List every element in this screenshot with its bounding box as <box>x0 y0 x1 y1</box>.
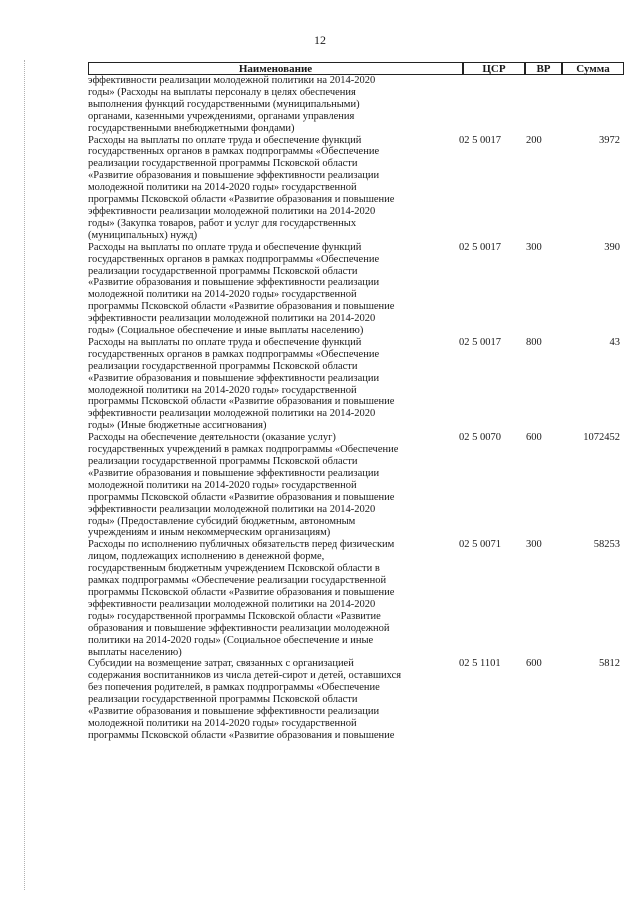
header-name: Наименование <box>88 62 463 75</box>
row-sum: 390 <box>604 241 620 253</box>
table-row <box>88 135 624 242</box>
header-vr: ВР <box>525 62 562 75</box>
row-sum: 5812 <box>599 658 620 670</box>
row-name: Расходы на обеспечение деятельности (оказание услуг) государственных учреждений в рамках подпрограммы «Обеспечение реализации государственной программы Псковской области «Развитие образования и повышение эффективности реализации молодежной политики на 2014-2020 годы» государственной программы Псковской области «Развитие образования и повышение эффективности реализации молодежной политики на 2014-2020 годы» (Предоставление субсидий бюджетным, автономным учреждениям и иным некоммерческим организациям) <box>88 432 399 539</box>
row-sum: 43 <box>609 336 620 348</box>
page-number: 12 <box>314 33 326 47</box>
table-row <box>88 658 624 741</box>
row-name: Расходы по исполнению публичных обязательств перед физическим лицом, подлежащих исполнению в денежной форме, государственным бюджетным учреждением Псковской области в рамках подпрограммы «Обеспечение реализации государственной программы Псковской области «Развитие образования и повышение эффективности реализации молодежной политики на 2014-2020 годы» государственной программы Псковской области «Развитие образования и повышение эффективности реализации молодежной политики на 2014-2020 годы» (Социальное обеспечение и иные выплаты населению) <box>88 539 395 658</box>
row-sum: 1072452 <box>583 432 620 444</box>
row-vr: 600 <box>526 658 542 670</box>
table-row <box>88 337 624 432</box>
row-vr: 200 <box>526 134 542 146</box>
table-row <box>88 539 624 658</box>
row-csr: 02 5 0017 <box>459 241 501 253</box>
table-body <box>88 75 624 742</box>
row-name: Субсидии на возмещение затрат, связанных с организацией содержания воспитанников из числа детей-сирот и детей, оставшихся без попечения родителей, в рамках подпрограммы «Обеспечение реализации государственной программы Псковской области «Развитие образования и повышение эффективности реализации молодежной политики на 2014-2020 годы» государственной программы Псковской области «Развитие образования и повышение <box>88 658 402 741</box>
left-margin-line <box>24 60 25 890</box>
row-sum: 3972 <box>599 134 620 146</box>
table-row <box>88 432 624 539</box>
table-row <box>88 242 624 337</box>
table-row <box>88 75 624 135</box>
row-csr: 02 5 0017 <box>459 336 501 348</box>
table-header <box>88 62 624 75</box>
row-vr: 300 <box>526 241 542 253</box>
row-sum: 58253 <box>593 539 620 551</box>
row-csr: 02 5 0071 <box>459 539 501 551</box>
row-vr: 600 <box>526 432 542 444</box>
row-csr: 02 5 1101 <box>459 658 501 670</box>
row-vr: 800 <box>526 336 542 348</box>
row-vr: 300 <box>526 539 542 551</box>
row-csr: 02 5 0070 <box>459 432 501 444</box>
header-sum: Сумма <box>562 62 624 75</box>
row-name: эффективности реализации молодежной политики на 2014-2020 годы» (Расходы на выплаты персоналу в целях обеспечения выполнения функций государственными (муниципальными) органами, казенными учреждениями, органами управления государственными внебюджетными фондами) <box>88 75 376 134</box>
row-name: Расходы на выплаты по оплате труда и обеспечение функций государственных органов в рамках подпрограммы «Обеспечение реализации государственной программы Псковской области «Развитие образования и повышение эффективности реализации молодежной политики на 2014-2020 годы» государственной программы Псковской области «Развитие образования и повышение эффективности реализации молодежной политики на 2014-2020 годы» (Социальное обеспечение и иные выплаты населению) <box>88 241 395 337</box>
row-csr: 02 5 0017 <box>459 134 501 146</box>
header-csr: ЦСР <box>463 62 525 75</box>
row-name: Расходы на выплаты по оплате труда и обеспечение функций государственных органов в рамках подпрограммы «Обеспечение реализации государственной программы Псковской области «Развитие образования и повышение эффективности реализации молодежной политики на 2014-2020 годы» государственной программы Псковской области «Развитие образования и повышение эффективности реализации молодежной политики на 2014-2020 годы» (Иные бюджетные ассигнования) <box>88 336 395 432</box>
row-name: Расходы на выплаты по оплате труда и обеспечение функций государственных органов в рамках подпрограммы «Обеспечение реализации государственной программы Псковской области «Развитие образования и повышение эффективности реализации молодежной политики на 2014-2020 годы» государственной программы Псковской области «Развитие образования и повышение эффективности реализации молодежной политики на 2014-2020 годы» (Закупка товаров, работ и услуг для государственных (муниципальных) нужд) <box>88 134 395 241</box>
